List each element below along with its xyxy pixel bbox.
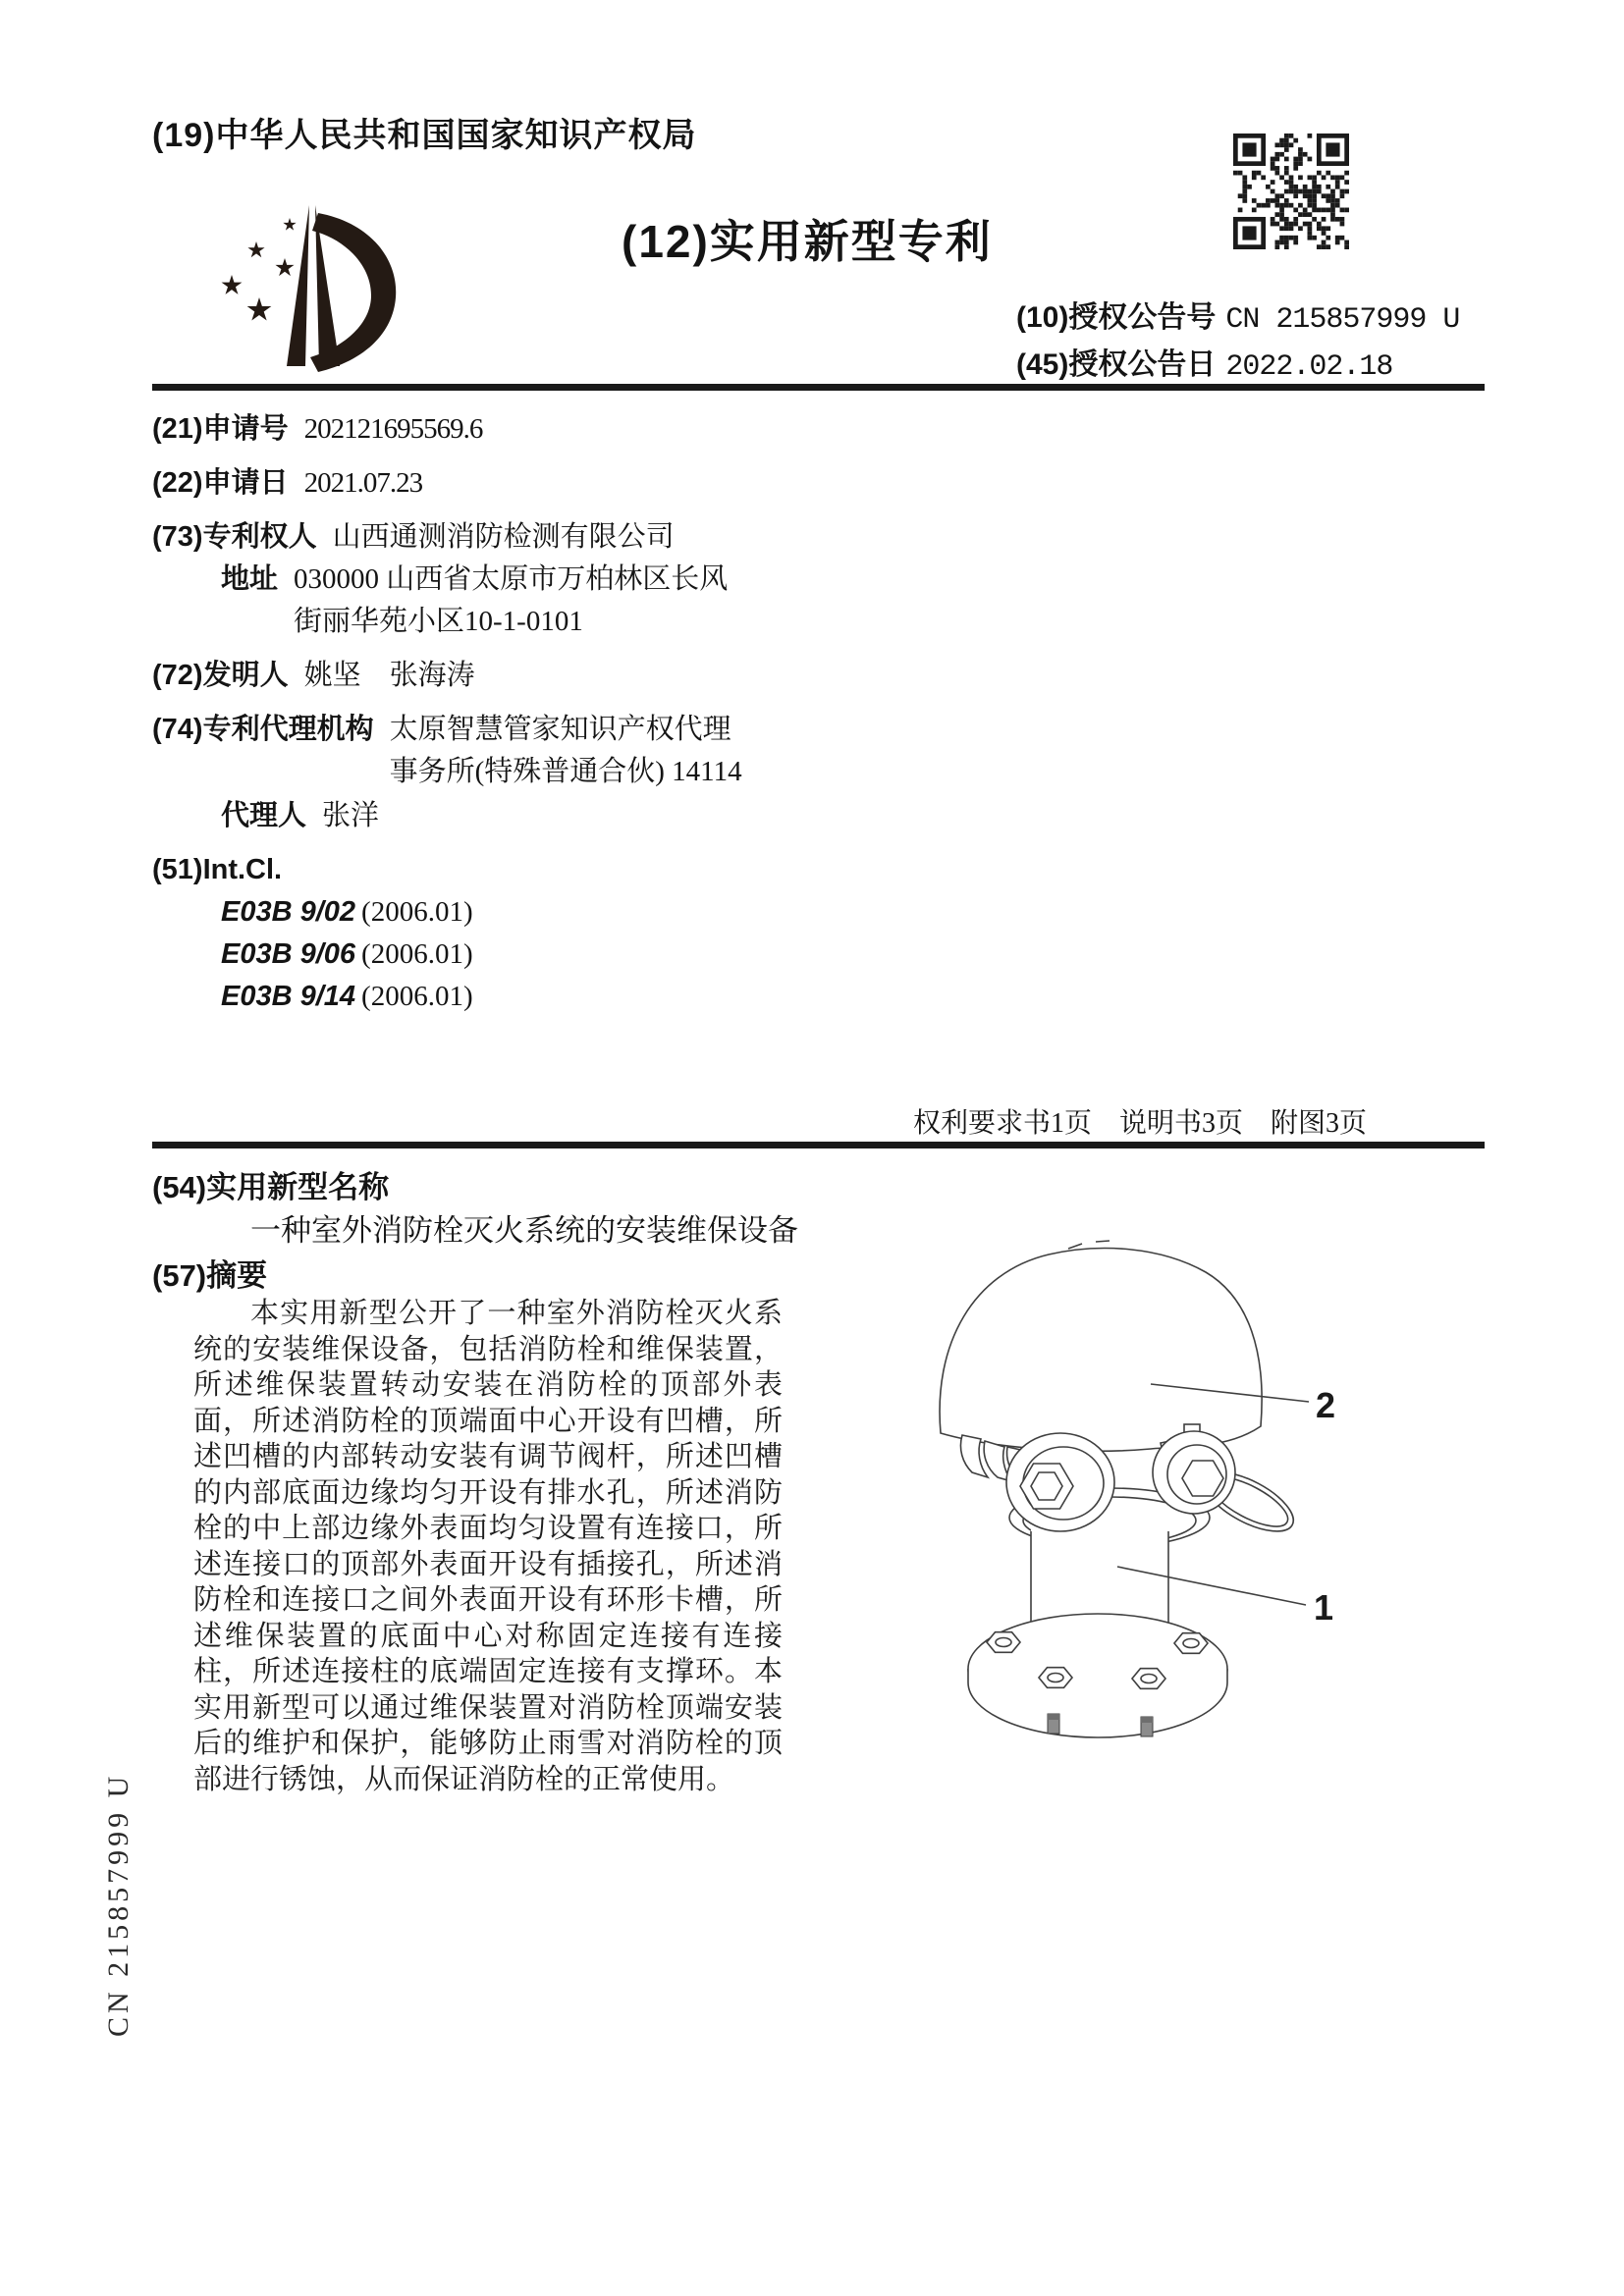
intcl-code: E03B 9/02 bbox=[221, 896, 356, 928]
pub-date-row bbox=[1016, 340, 1392, 384]
agency-value: 太原智慧管家知识产权代理事务所(特殊普通合伙) 14114 bbox=[389, 714, 742, 787]
logo-spire-left bbox=[287, 205, 309, 366]
divider-middle bbox=[152, 1142, 1485, 1148]
intcl-entry bbox=[221, 891, 839, 934]
intcl-entry bbox=[221, 976, 839, 1018]
section-57-label: (57)摘要 bbox=[152, 1258, 268, 1293]
intcl-code: E03B 9/14 bbox=[221, 981, 356, 1012]
vertical-publication-number: CN 215857999 U bbox=[102, 1772, 135, 2037]
section-54-label: (54)实用新型名称 bbox=[152, 1170, 390, 1204]
address-value: 030000 山西省太原市万柏林区长风街丽华苑小区10-1-0101 bbox=[294, 563, 729, 637]
intcl-row bbox=[152, 849, 839, 891]
application-number-label: (21)申请号 bbox=[152, 413, 289, 445]
hydrant-figure bbox=[903, 1225, 1414, 1775]
dome-apex-tick bbox=[1096, 1241, 1110, 1242]
pub-date-label: (45)授权公告日 bbox=[1016, 348, 1217, 381]
dome-cap bbox=[940, 1249, 1262, 1452]
figure-label-2: 2 bbox=[1316, 1385, 1336, 1425]
intcl-entry bbox=[221, 934, 839, 976]
doc-type-title: (12)实用新型专利 bbox=[622, 216, 993, 267]
figure-label-1: 1 bbox=[1314, 1587, 1334, 1628]
office-name: (19)中华人民共和国国家知识产权局 bbox=[152, 117, 697, 154]
agent-row bbox=[221, 795, 839, 837]
utility-model-title: 一种室外消防栓灭火系统的安装维保设备 bbox=[250, 1213, 798, 1248]
pages-summary: 权利要求书1页 说明书3页 附图3页 bbox=[913, 1108, 1368, 1139]
pub-number-row bbox=[1016, 293, 1459, 337]
divider-top bbox=[152, 384, 1485, 391]
abstract-text: 本实用新型公开了一种室外消防栓灭火系统的安装维保设备，包括消防栓和维保装置，所述维保装置转动安装在消防栓的顶部外表面，所述消防栓的顶端面中心开设有凹槽，所述凹槽的内部转动安装有调节阀杆，所述凹槽的内部底面边缘均匀开设有排水孔，所述消防栓的中上部边缘外表面均匀设置有连接口，所述连接口的顶部外表面开设有插接孔，所述消防栓和连接口之间外表面开设有环形卡槽，所述维保装置的底面中心对称固定连接有连接柱，所述连接柱的底端固定连接有支撑环。本实用新型可以通过维保装置对消防栓顶端安装后的维护和保护，能够防止雨雪对消防栓的顶部进行锈蚀，从而保证消防栓的正常使用。 bbox=[193, 1298, 783, 1795]
patentee-row bbox=[152, 516, 839, 559]
patentee-label: (73)专利权人 bbox=[152, 521, 317, 553]
application-date-label: (22)申请日 bbox=[152, 467, 289, 499]
dome-apex-tick bbox=[1068, 1244, 1082, 1249]
agent-label: 代理人 bbox=[221, 800, 307, 831]
logo-stars bbox=[222, 218, 297, 321]
application-number-row bbox=[152, 408, 839, 451]
agent-value: 张洋 bbox=[322, 800, 380, 831]
intcl-label: (51)Int.Cl. bbox=[152, 854, 283, 885]
pub-number-label: (10)授权公告号 bbox=[1016, 301, 1217, 334]
base-flange-side bbox=[968, 1669, 1227, 1737]
cnipa-logo-icon bbox=[194, 199, 435, 381]
intcl-year: (2006.01) bbox=[361, 938, 473, 970]
inventor-row bbox=[152, 655, 839, 697]
application-number-value: 202121695569.6 bbox=[303, 413, 483, 445]
address-label: 地址 bbox=[221, 563, 279, 595]
pub-date-value: 2022.02.18 bbox=[1225, 350, 1393, 384]
agency-label: (74)专利代理机构 bbox=[152, 714, 374, 745]
application-date-row bbox=[152, 462, 839, 505]
address-row bbox=[221, 559, 839, 643]
qr-code-icon bbox=[1233, 133, 1349, 249]
intcl-year: (2006.01) bbox=[361, 981, 473, 1012]
application-date-value: 2021.07.23 bbox=[303, 467, 423, 499]
agency-row bbox=[152, 709, 839, 793]
intcl-code: E03B 9/06 bbox=[221, 938, 356, 970]
bibliographic-block bbox=[152, 408, 839, 1018]
pub-number-value: CN 215857999 U bbox=[1225, 303, 1460, 337]
inventor-label: (72)发明人 bbox=[152, 660, 289, 691]
intcl-year: (2006.01) bbox=[361, 896, 473, 928]
patentee-value: 山西通测消防检测有限公司 bbox=[332, 521, 675, 553]
inventor-value: 姚坚 张海涛 bbox=[303, 660, 475, 691]
